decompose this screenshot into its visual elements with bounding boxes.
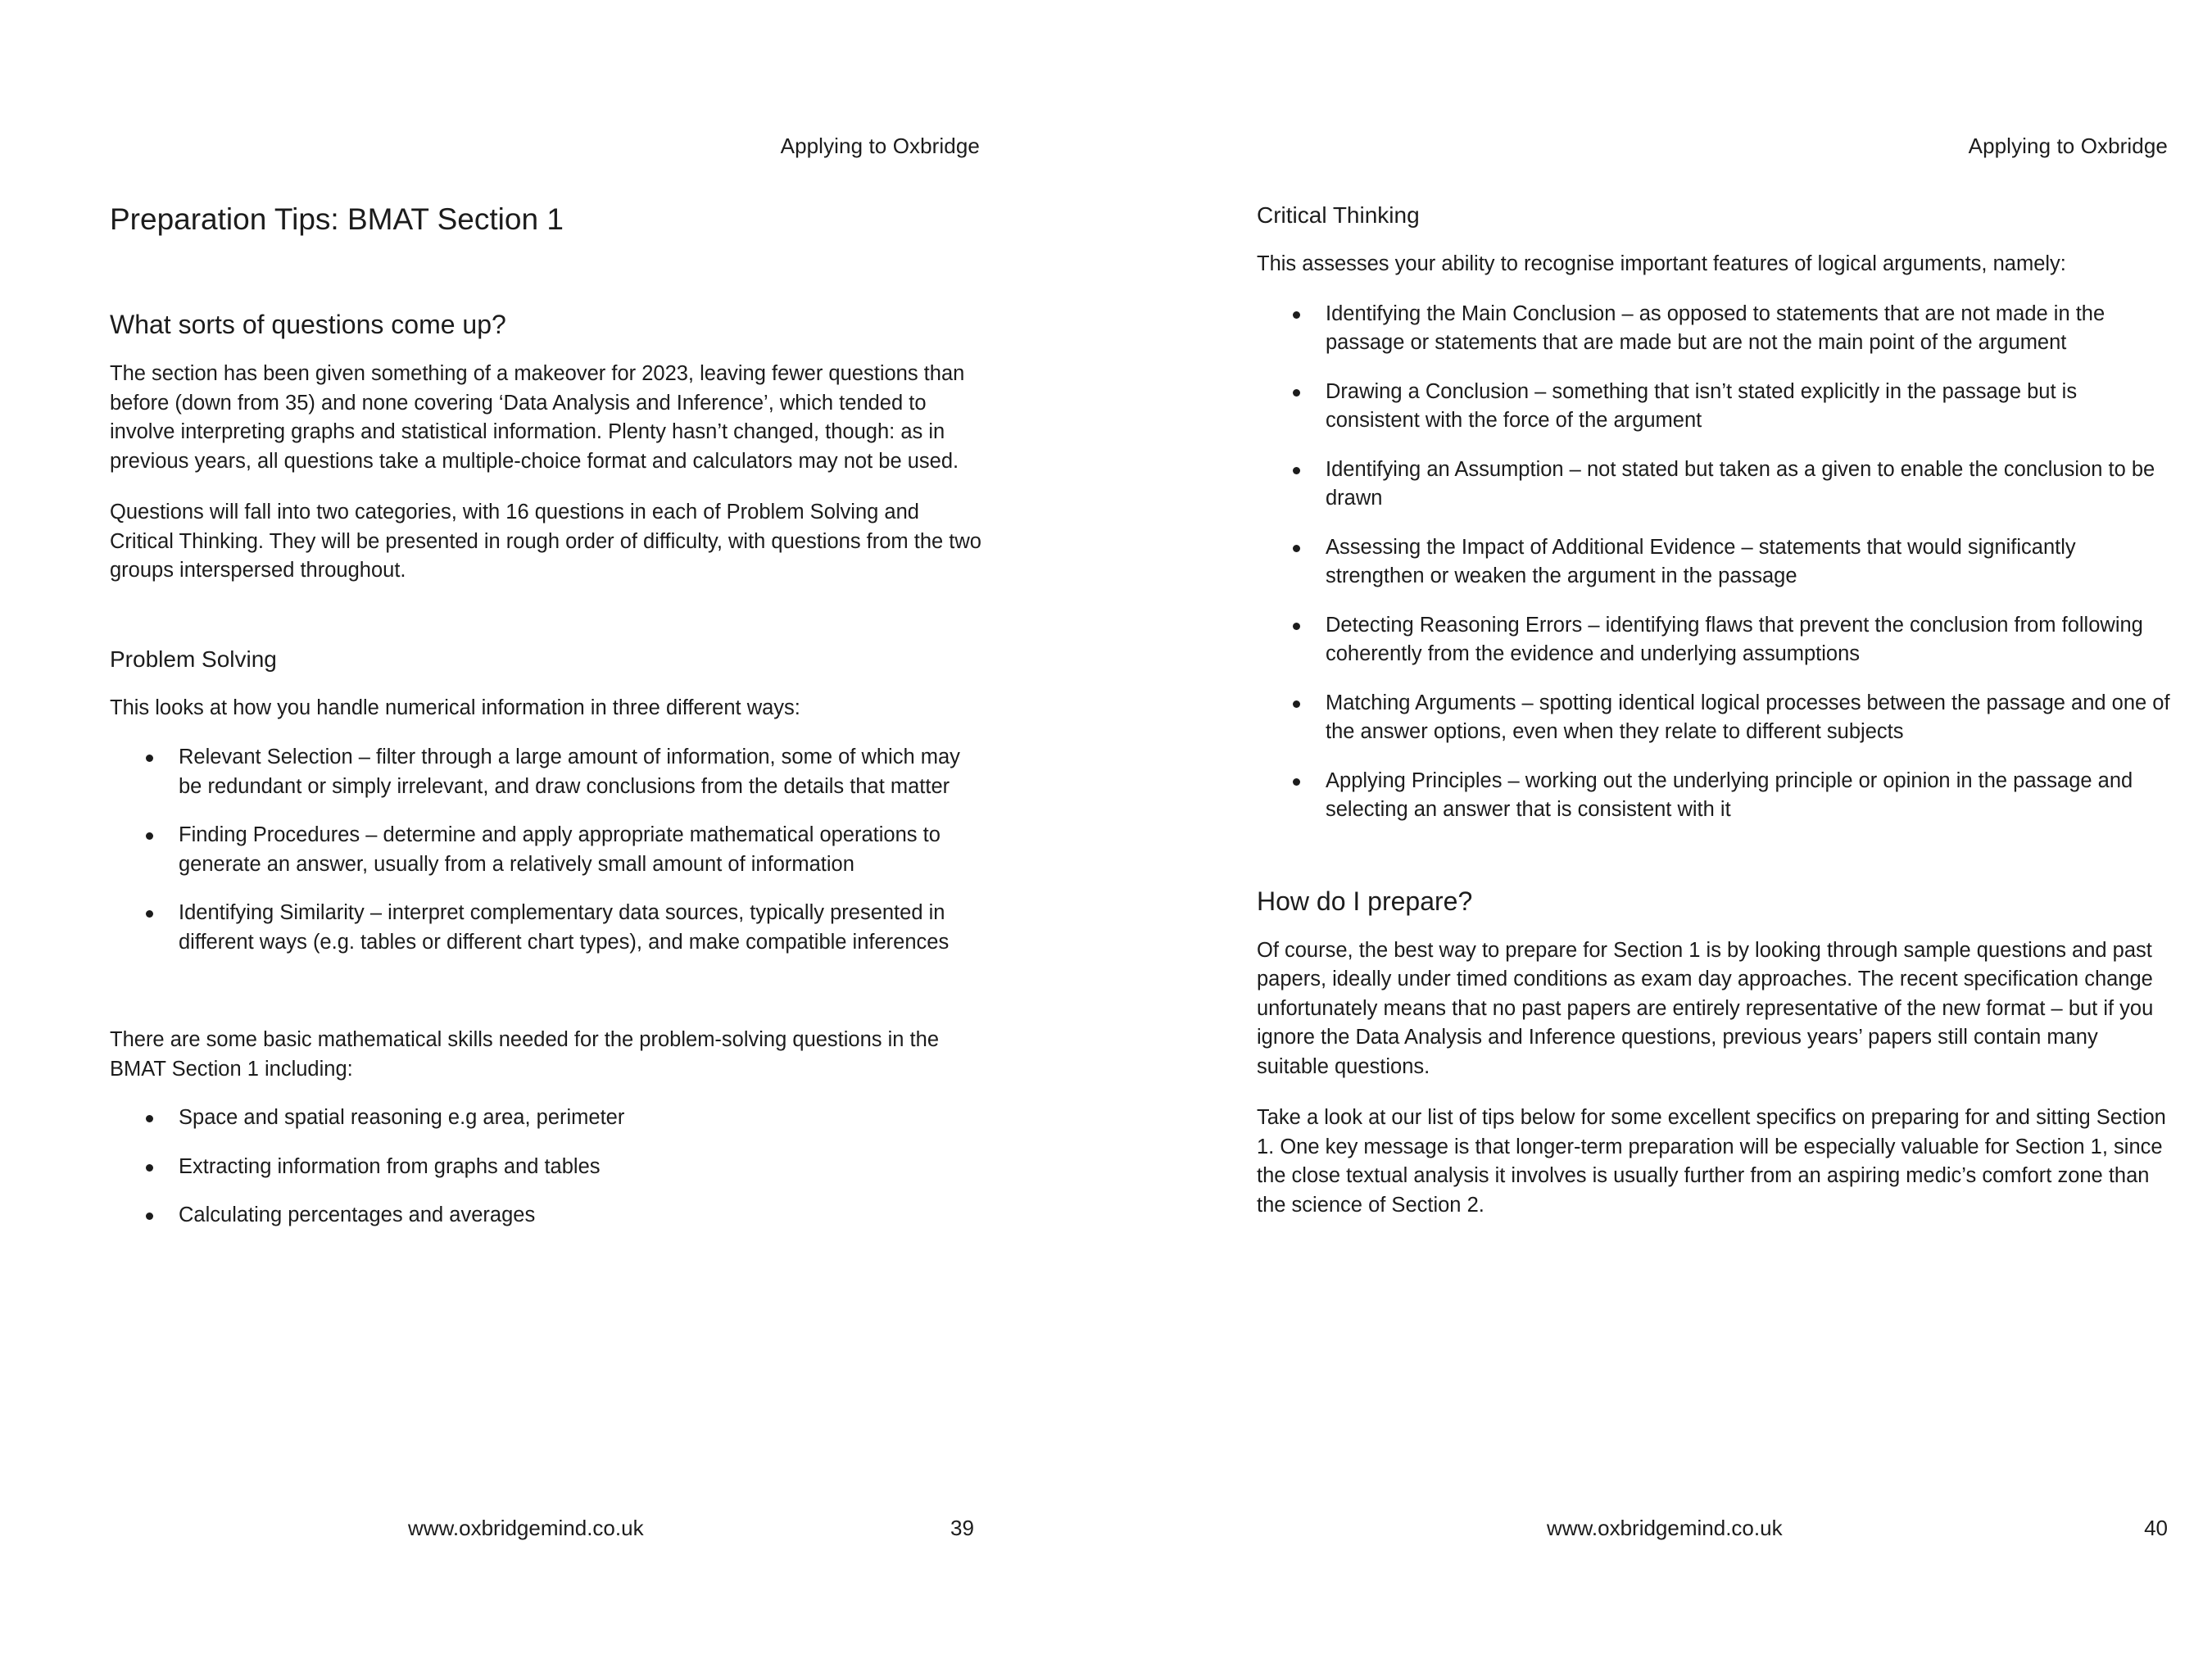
bullet-dot-icon [146, 910, 153, 918]
bullet-dot-icon [1293, 700, 1300, 708]
tips-paragraph: Take a look at our list of tips below for some excellent specifics on preparing for and sitting Section 1. One key message is that longer-term preparation will be especially valuable for Section 1, since the close textual analysis it involves is usually further from an aspiring medic’s comfort zone than the science of Section 2. [1257, 1106, 2166, 1217]
section-heading-questions: What sorts of questions come up? [110, 310, 506, 339]
list-item: Space and spatial reasoning e.g area, perimeter [110, 1104, 986, 1133]
problem-solving-heading: Problem Solving [110, 646, 277, 672]
page-number: 39 [950, 1516, 974, 1540]
list-item: Extracting information from graphs and tables [110, 1153, 986, 1182]
critical-thinking-heading: Critical Thinking [1257, 202, 1420, 228]
footer-url: www.oxbridgemind.co.uk [408, 1516, 644, 1540]
page-number: 40 [2144, 1516, 2168, 1540]
prepare-paragraph: Of course, the best way to prepare for Section 1 is by looking through sample questions and past papers, ideally under timed conditions as exam day approaches. The recent specification change unfortunately means that no past papers are entirely representative of the new format – but if you ignore the Data Analysis and Inference questions, previous years’ papers still contain many suitable questions. [1257, 938, 2154, 1078]
list-item: Calculating percentages and averages [110, 1201, 986, 1231]
critical-thinking-intro: This assesses your ability to recognise important features of logical arguments, namely: [1257, 252, 2066, 275]
running-header: Applying to Oxbridge [780, 134, 980, 158]
list-item: Detecting Reasoning Errors – identifying flaws that prevent the conclusion from following coherently from the evidence and underlying assumptions [1257, 611, 2171, 669]
list-item: Matching Arguments – spotting identical logical processes between the passage and one of the answer options, even when they relate to different subjects [1257, 689, 2171, 747]
bullet-dot-icon [1293, 389, 1300, 397]
list-item: Relevant Selection – filter through a large amount of information, some of which may be redundant or simply irrelevant, and draw conclusions from the details that matter [110, 743, 986, 801]
bullet-dot-icon [1293, 467, 1300, 474]
list-item: Assessing the Impact of Additional Evidence – statements that would significantly strengthen or weaken the argument in the passage [1257, 533, 2171, 592]
bullet-dot-icon [146, 832, 153, 840]
right-page [1106, 0, 2212, 1659]
footer-url: www.oxbridgemind.co.uk [1547, 1516, 1783, 1540]
bullet-dot-icon [1293, 778, 1300, 786]
running-header: Applying to Oxbridge [1968, 134, 2168, 158]
left-page-content [110, 201, 986, 1231]
skills-paragraph: There are some basic mathematical skills needed for the problem-solving questions in the BMAT Section 1 including: [110, 1028, 940, 1081]
page-title: Preparation Tips: BMAT Section 1 [110, 202, 564, 236]
skills-list [110, 1104, 986, 1231]
bullet-dot-icon [1293, 623, 1300, 630]
bullet-dot-icon [1293, 311, 1300, 319]
bullet-dot-icon [146, 755, 153, 762]
list-item: Finding Procedures – determine and apply appropriate mathematical operations to generate an answer, usually from a relatively small amount of information [110, 821, 986, 879]
bullet-dot-icon [146, 1164, 153, 1172]
problem-solving-intro: This looks at how you handle numerical information in three different ways: [110, 696, 800, 719]
bullet-dot-icon [1293, 545, 1300, 552]
intro-paragraph: The section has been given something of a makeover for 2023, leaving fewer questions than before (down from 35) and none covering ‘Data Analysis and Inference’, which tended to involve interpreting graphs and statistical information. Plenty hasn’t changed, though: as in previous years, all questions take a multiple-choice format and calculators may not be used. [110, 362, 965, 473]
list-item: Applying Principles – working out the underlying principle or opinion in the passage and selecting an answer that is consistent with it [1257, 767, 2171, 825]
bullet-dot-icon [146, 1115, 153, 1122]
bullet-dot-icon [146, 1213, 153, 1220]
list-item: Identifying Similarity – interpret complementary data sources, typically presented in different ways (e.g. tables or different chart types), and make compatible inferences [110, 899, 986, 957]
problem-solving-list [110, 743, 986, 957]
list-item: Identifying an Assumption – not stated but taken as a given to enable the conclusion to be drawn [1257, 456, 2171, 514]
critical-thinking-list [1257, 300, 2171, 825]
list-item: Identifying the Main Conclusion – as opposed to statements that are not made in the passage or statements that are made but are not the main point of the argument [1257, 300, 2171, 358]
categories-paragraph: Questions will fall into two categories, with 16 questions in each of Problem Solving and Critical Thinking. They will be presented in rough order of difficulty, with questions from the two groups interspersed throughout. [110, 501, 981, 582]
how-to-prepare-heading: How do I prepare? [1257, 886, 1473, 916]
list-item: Drawing a Conclusion – something that isn’t stated explicitly in the passage but is consistent with the force of the argument [1257, 378, 2171, 436]
right-page-content [1257, 201, 2171, 1220]
